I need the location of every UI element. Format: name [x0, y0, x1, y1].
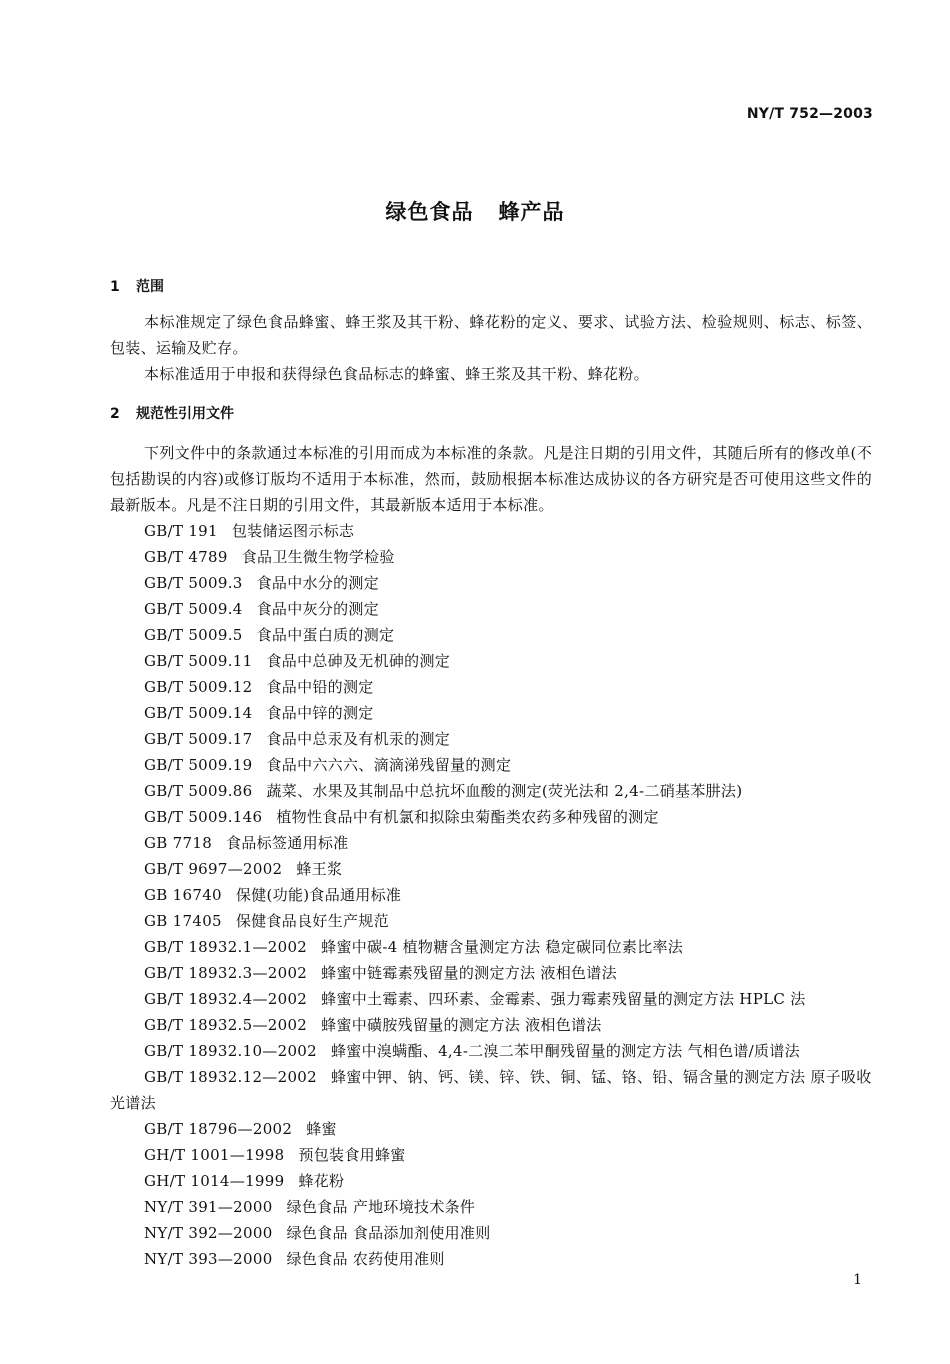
section-1-heading: [110, 276, 164, 296]
normative-references-intro: 下列文件中的条款通过本标准的引用而成为本标准的条款。凡是注日期的引用文件，其随后所有的修改单(不包括勘误的内容)或修订版均不适用于本标准，然而，鼓励根据本标准达成协议的各方研究是否可使用这些文件的最新版本。凡是不注日期的引用文件，其最新版本适用于本标准。: [110, 444, 872, 514]
reference-code: GB/T 18796—2002: [144, 1120, 293, 1138]
reference-item: [110, 1194, 872, 1220]
reference-item: [110, 908, 872, 934]
reference-code: NY/T 393—2000: [144, 1250, 273, 1268]
reference-item: [110, 1038, 872, 1064]
reference-code: GB 7718: [144, 834, 213, 852]
reference-title: 蔬菜、水果及其制品中总抗坏血酸的测定(荧光法和 2,4-二硝基苯肼法): [266, 782, 743, 800]
reference-item: [110, 1246, 872, 1272]
reference-item: [110, 882, 872, 908]
section-title: 规范性引用文件: [136, 406, 234, 422]
reference-code: GB/T 5009.3: [144, 574, 243, 592]
reference-item: [110, 1116, 872, 1142]
reference-code: GB 16740: [144, 886, 222, 904]
section-number: 1: [110, 279, 120, 295]
reference-code: GB/T 4789: [144, 548, 228, 566]
reference-list: [110, 518, 872, 1272]
reference-item: [110, 544, 872, 570]
reference-item: [110, 778, 872, 804]
reference-code: GB/T 18932.1—2002: [144, 938, 308, 956]
scope-paragraph-2: 本标准适用于申报和获得绿色食品标志的蜂蜜、蜂王浆及其干粉、蜂花粉。: [144, 365, 649, 383]
reference-title: 食品中六六六、滴滴涕残留量的测定: [266, 756, 512, 774]
reference-code: GB/T 9697—2002: [144, 860, 283, 878]
section-2-heading: [110, 403, 234, 423]
reference-item: [110, 752, 872, 778]
reference-code: GB/T 18932.3—2002: [144, 964, 308, 982]
section-number: 2: [110, 406, 120, 422]
reference-title: 食品中水分的测定: [256, 574, 380, 592]
reference-title: 保健食品良好生产规范: [235, 912, 389, 930]
reference-title: 食品中总汞及有机汞的测定: [266, 730, 451, 748]
reference-item: [110, 1012, 872, 1038]
reference-code: GB/T 5009.86: [144, 782, 253, 800]
reference-title: 食品中灰分的测定: [256, 600, 380, 618]
document-title: 绿色食品 蜂产品: [385, 200, 565, 224]
reference-code: GH/T 1014—1999: [144, 1172, 285, 1190]
reference-code: NY/T 391—2000: [144, 1198, 273, 1216]
reference-item: [110, 648, 872, 674]
reference-title: 植物性食品中有机氯和拟除虫菊酯类农药多种残留的测定: [276, 808, 659, 826]
reference-code: GB/T 5009.17: [144, 730, 253, 748]
reference-title: 蜂蜜: [306, 1120, 337, 1138]
reference-title: 食品中铅的测定: [266, 678, 374, 696]
reference-code: GB/T 18932.10—2002: [144, 1042, 317, 1060]
reference-code: GB/T 5009.5: [144, 626, 243, 644]
reference-first-line: [144, 1064, 872, 1090]
reference-item: [110, 804, 872, 830]
reference-title: 食品中总砷及无机砷的测定: [266, 652, 451, 670]
reference-title: 蜂蜜中碳-4 植物糖含量测定方法 稳定碳同位素比率法: [321, 938, 684, 956]
reference-title: 绿色食品 食品添加剂使用准则: [286, 1224, 491, 1242]
reference-title: 蜂花粉: [298, 1172, 345, 1190]
reference-title: 保健(功能)食品通用标准: [235, 886, 402, 904]
reference-title: 食品中蛋白质的测定: [256, 626, 395, 644]
reference-item: [110, 700, 872, 726]
reference-code: GB/T 5009.19: [144, 756, 253, 774]
reference-item: [110, 1142, 872, 1168]
scope-paragraph-1: 本标准规定了绿色食品蜂蜜、蜂王浆及其干粉、蜂花粉的定义、要求、试验方法、检验规则、标志、标签、包装、运输及贮存。: [110, 313, 872, 357]
reference-code: GB/T 5009.146: [144, 808, 263, 826]
reference-item: [110, 1064, 872, 1116]
reference-item: [110, 1220, 872, 1246]
reference-code: GB/T 5009.11: [144, 652, 253, 670]
reference-item: [110, 518, 872, 544]
section-title: 范围: [136, 279, 164, 295]
reference-item: [110, 934, 872, 960]
reference-item: [110, 830, 872, 856]
reference-code: GB/T 5009.14: [144, 704, 253, 722]
reference-title: 绿色食品 农药使用准则: [286, 1250, 445, 1268]
page-number: 1: [853, 1272, 862, 1288]
reference-title: 蜂蜜中溴螨酯、4,4-二溴二苯甲酮残留量的测定方法 气相色谱/质谱法: [330, 1042, 800, 1060]
reference-title: 蜂蜜中钾、钠、钙、镁、锌、铁、铜、锰、铬、铅、镉含量的测定方法 原子吸收: [330, 1068, 872, 1086]
reference-item: [110, 596, 872, 622]
reference-title: 绿色食品 产地环境技术条件: [286, 1198, 476, 1216]
reference-title: 食品中锌的测定: [266, 704, 374, 722]
reference-title-continuation: 光谱法: [110, 1094, 156, 1112]
reference-item: [110, 856, 872, 882]
reference-code: GB/T 18932.5—2002: [144, 1016, 308, 1034]
reference-code: GB/T 18932.12—2002: [144, 1068, 317, 1086]
reference-code: NY/T 392—2000: [144, 1224, 273, 1242]
reference-item: [110, 986, 872, 1012]
reference-code: GB 17405: [144, 912, 222, 930]
reference-title: 蜂蜜中磺胺残留量的测定方法 液相色谱法: [321, 1016, 602, 1034]
reference-code: GH/T 1001—1998: [144, 1146, 285, 1164]
reference-item: [110, 726, 872, 752]
reference-item: [110, 960, 872, 986]
reference-title: 蜂蜜中链霉素残留量的测定方法 液相色谱法: [321, 964, 617, 982]
reference-title: 蜂蜜中土霉素、四环素、金霉素、强力霉素残留量的测定方法 HPLC 法: [321, 990, 806, 1008]
reference-code: GB/T 18932.4—2002: [144, 990, 308, 1008]
reference-item: [110, 1168, 872, 1194]
reference-code: GB/T 191: [144, 522, 218, 540]
reference-title: 包装储运图示标志: [231, 522, 355, 540]
reference-title: 预包装食用蜂蜜: [298, 1146, 406, 1164]
reference-item: [110, 674, 872, 700]
reference-title: 食品标签通用标准: [226, 834, 349, 852]
reference-item: [110, 622, 872, 648]
reference-item: [110, 570, 872, 596]
standard-code: NY/T 752—2003: [746, 106, 873, 122]
reference-code: GB/T 5009.4: [144, 600, 243, 618]
reference-code: GB/T 5009.12: [144, 678, 253, 696]
reference-title: 蜂王浆: [296, 860, 343, 878]
reference-title: 食品卫生微生物学检验: [241, 548, 395, 566]
